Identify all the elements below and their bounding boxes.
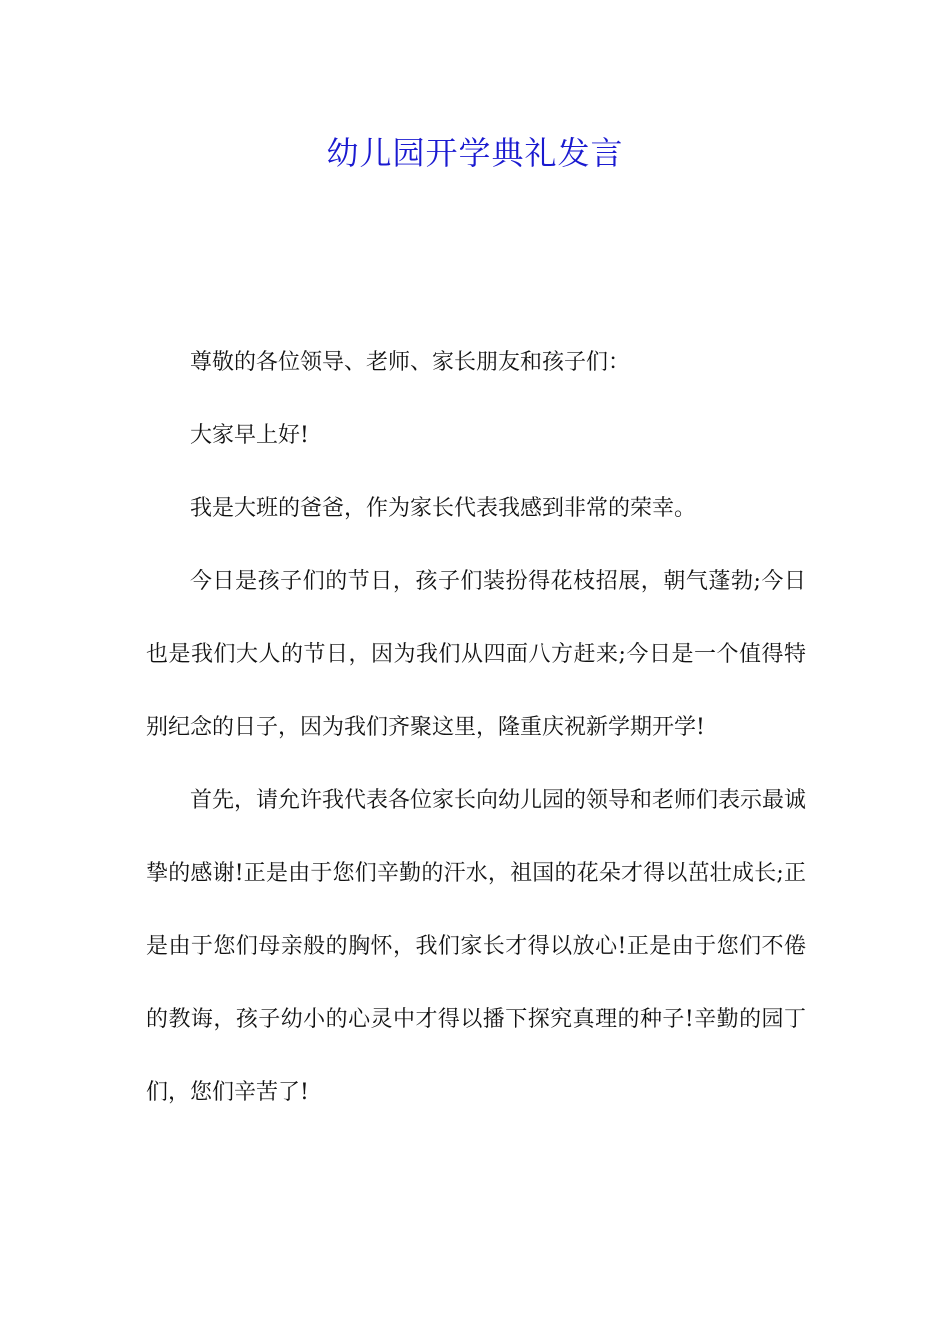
paragraph-festival: 今日是孩子们的节日，孩子们装扮得花枝招展，朝气蓬勃;今日也是我们大人的节日，因为我们从四面八方赶来;今日是一个值得特别纪念的日子，因为我们齐聚这里，隆重庆祝新学期开学! [146, 569, 806, 740]
paragraph-greeting: 大家早上好! [190, 423, 309, 448]
paragraph-thanks: 首先，请允许我代表各位家长向幼儿园的领导和老师们表示最诚挚的感谢!正是由于您们辛勤的汗水，祖国的花朵才得以茁壮成长;正是由于您们母亲般的胸怀，我们家长才得以放心!正是由于您们不倦的教诲，孩子幼小的心灵中才得以播下探究真理的种子!辛勤的园丁们，您们辛苦了! [146, 788, 807, 1105]
document-body [146, 326, 806, 1129]
paragraph-salutation: 尊敬的各位领导、老师、家长朋友和孩子们： [190, 350, 631, 375]
document-title: 幼儿园开学典礼发言 [326, 134, 624, 172]
paragraph-introduction: 我是大班的爸爸，作为家长代表我感到非常的荣幸。 [190, 496, 697, 521]
